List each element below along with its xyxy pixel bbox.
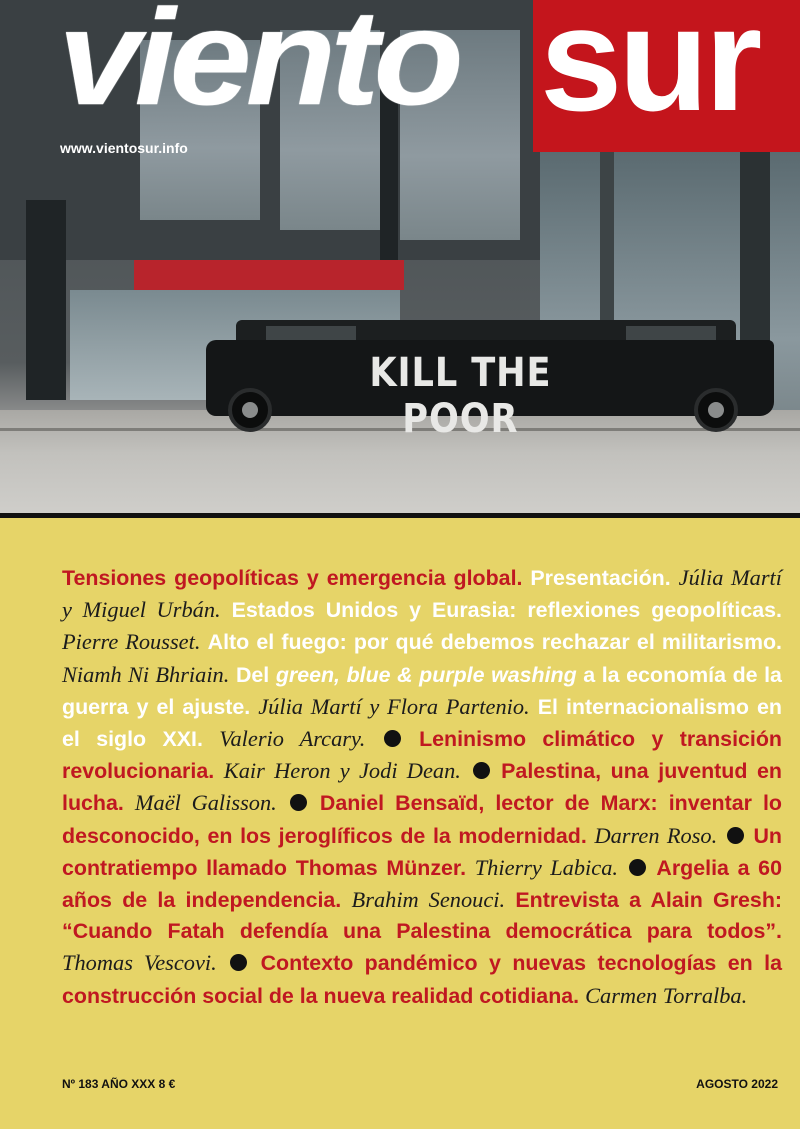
building-column xyxy=(26,200,66,400)
article-author: Pierre Rousset. xyxy=(62,629,201,655)
bullet-dot xyxy=(384,730,401,747)
article-author: Darren Roso. xyxy=(594,822,718,848)
bullet-dot xyxy=(230,954,247,971)
article-author: Valerio Arcary. xyxy=(219,726,366,752)
article-author: Júlia Martí y Miguel Urbán. xyxy=(62,565,782,623)
article-title: Tensiones geopolíticas y emergencia global. xyxy=(62,566,523,590)
article-author: Niamh Ni Bhriain. xyxy=(62,661,230,687)
article-title: Entrevista a Alain Gresh: “Cuando Fatah defendía una Palestina democrática para todos”. xyxy=(62,888,783,944)
website-url: www.vientosur.info xyxy=(60,140,188,156)
bullet-dot xyxy=(727,827,744,844)
article-title: El internacionalismo en el siglo XXI. xyxy=(62,694,782,752)
article-author: Maël Galisson. xyxy=(134,790,277,816)
article-title: Un contratiempo llamado Thomas Münzer. xyxy=(62,823,782,880)
article-title: Del xyxy=(235,662,270,687)
issue-date: AGOSTO 2022 xyxy=(696,1077,778,1091)
article-title: Leninismo climático y transición revolucionaria. xyxy=(62,727,782,784)
article-title-italic: green, blue & purple washing xyxy=(275,662,577,687)
article-title: Argelia a 60 años de la independencia. xyxy=(62,855,782,913)
article-author: Júlia Martí y Flora Partenio. xyxy=(258,693,530,719)
article-title: Alto el fuego: por qué debemos rechazar el militarismo. xyxy=(207,630,782,655)
logo-sur: sur xyxy=(540,0,759,142)
logo-viento: viento xyxy=(58,0,458,134)
limo-wheel xyxy=(228,388,272,432)
article-title: a la economía de la guerra y el ajuste. xyxy=(62,662,782,719)
storefront-sign xyxy=(134,260,404,290)
issue-info: Nº 183 AÑO XXX 8 € xyxy=(62,1077,176,1091)
limousine xyxy=(206,318,774,442)
article-title: Palestina, una juventud en lucha. xyxy=(62,759,782,816)
photo-bottom-rule xyxy=(0,513,800,518)
article-author: Thomas Vescovi. xyxy=(62,950,217,976)
article-author: Kair Heron y Jodi Dean. xyxy=(223,758,461,784)
bullet-dot xyxy=(290,794,307,811)
article-author: Brahim Senouci. xyxy=(351,887,506,913)
article-title: Contexto pandémico y nuevas tecnologías en la construcción social de la nueva realidad cotidiana. xyxy=(62,951,782,1008)
article-title: Daniel Bensaïd, lector de Marx: inventar lo desconocido, en los jeroglíficos de la modernidad. xyxy=(62,791,782,848)
limo-wheel xyxy=(694,388,738,432)
article-title: Presentación. xyxy=(530,566,671,590)
article-author: Carmen Torralba. xyxy=(585,982,748,1008)
table-of-contents xyxy=(62,562,782,1012)
bullet-dot xyxy=(629,859,646,876)
article-title: Estados Unidos y Eurasia: reflexiones geopolíticas. xyxy=(231,598,782,623)
article-author: Thierry Labica. xyxy=(474,854,619,880)
limo-slogan: KILL THE POOR xyxy=(369,350,552,442)
bullet-dot xyxy=(473,762,490,779)
